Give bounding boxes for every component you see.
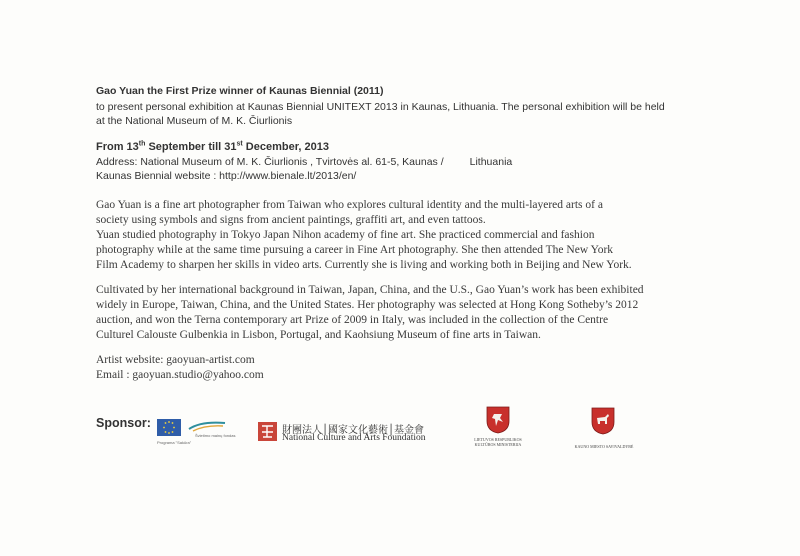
bio-line: Yuan studied photography in Tokyo Japan Nihon academy of fine art. She practiced commercial and fashion — [96, 229, 595, 241]
career-line: auction, and won the Terna contemporary art Prize of 2009 in Italy, was included in the collection of the Centre — [96, 314, 609, 326]
ncaf-chinese-name: 財團法人│國家文化藝術│基金會 — [282, 425, 425, 436]
career-line: widely in Europe, Taiwan, China, and the United States. Her photography was selected at Hong Kong Sotheby’s 2012 — [96, 299, 639, 311]
address-line — [96, 155, 736, 169]
dates-sup-2: st — [236, 140, 243, 148]
eu-flag-icon — [157, 419, 181, 436]
ncaf-english-name: National Culture and Arts Foundation — [282, 433, 426, 443]
announcement-block — [96, 84, 736, 128]
artist-bio — [96, 198, 736, 273]
exchange-swoosh-icon — [187, 419, 227, 433]
bio-line: society using symbols and signs from ancient paintings, graffiti art, and even tattoos. — [96, 214, 486, 226]
dates-sup-1: th — [138, 140, 146, 148]
address-country: Lithuania — [469, 156, 513, 168]
bio-line: Film Academy to sharpen her skills in video arts. Currently she is living and working both in Beijing and New York. — [96, 259, 632, 271]
eu-program-caption: Programa "Sakūra" — [157, 440, 192, 445]
address-text: Address: National Museum of M. K. Čiurlionis , Tvirtovės al. 61-5, Kaunas / — [96, 156, 444, 168]
career-line: Culturel Calouste Gulbenkia in Lisbon, Portugal, and Kaohsiung Museum of fine arts in Taiwan. — [96, 329, 541, 341]
eu-sponsor-logo — [157, 419, 237, 449]
ministry-caption — [462, 437, 534, 447]
ministry-caption-line-1: LIETUVOS RESPUBLIKOS — [474, 437, 522, 442]
kaunas-caption: KAUNO MIESTO SAVIVALDYBĖ — [574, 444, 634, 449]
announcement-line-2: at the National Museum of M. K. Čiurlionis — [96, 115, 293, 127]
dates-suffix: December, 2013 — [242, 141, 329, 153]
announcement-title: Gao Yuan the First Prize winner of Kaunas Biennial (2011) — [96, 85, 384, 97]
contact-block — [96, 353, 736, 383]
ncaf-sponsor-logo — [258, 421, 448, 445]
announcement-line-1: to present personal exhibition at Kaunas Biennial UNITEXT 2013 in Kaunas, Lithuania. The personal exhibition will be held — [96, 101, 665, 113]
artist-website: Artist website: gaoyuan-artist.com — [96, 354, 255, 366]
dates-prefix: From 13 — [96, 141, 139, 153]
exhibition-dates-block — [96, 140, 736, 183]
artist-email: Email : gaoyuan.studio@yahoo.com — [96, 369, 264, 381]
exhibition-dates — [96, 140, 736, 154]
ministry-caption-line-2: KULTŪROS MINISTERIJA — [474, 442, 522, 447]
sponsor-label: Sponsor: — [96, 416, 151, 430]
biennial-website: Kaunas Biennial website : http://www.bienale.lt/2013/en/ — [96, 170, 357, 182]
kaunas-coat-of-arms-icon — [591, 407, 615, 435]
dates-middle: September till 31 — [145, 141, 237, 153]
artist-career — [96, 283, 736, 343]
career-line: Cultivated by her international background in Taiwan, Japan, China, and the U.S., Gao Yuan’s work has been exhibited — [96, 284, 644, 296]
exchange-fund-caption: Švietimo mainų fondas — [195, 433, 236, 438]
bio-line: Gao Yuan is a fine art photographer from Taiwan who explores cultural identity and the multi-layered arts of a — [96, 199, 603, 211]
ministry-coat-of-arms-icon — [486, 406, 510, 434]
bio-line: photography while at the same time pursuing a career in Fine Art photography. She then attended The New York — [96, 244, 614, 256]
ncaf-mark-icon — [258, 422, 277, 441]
